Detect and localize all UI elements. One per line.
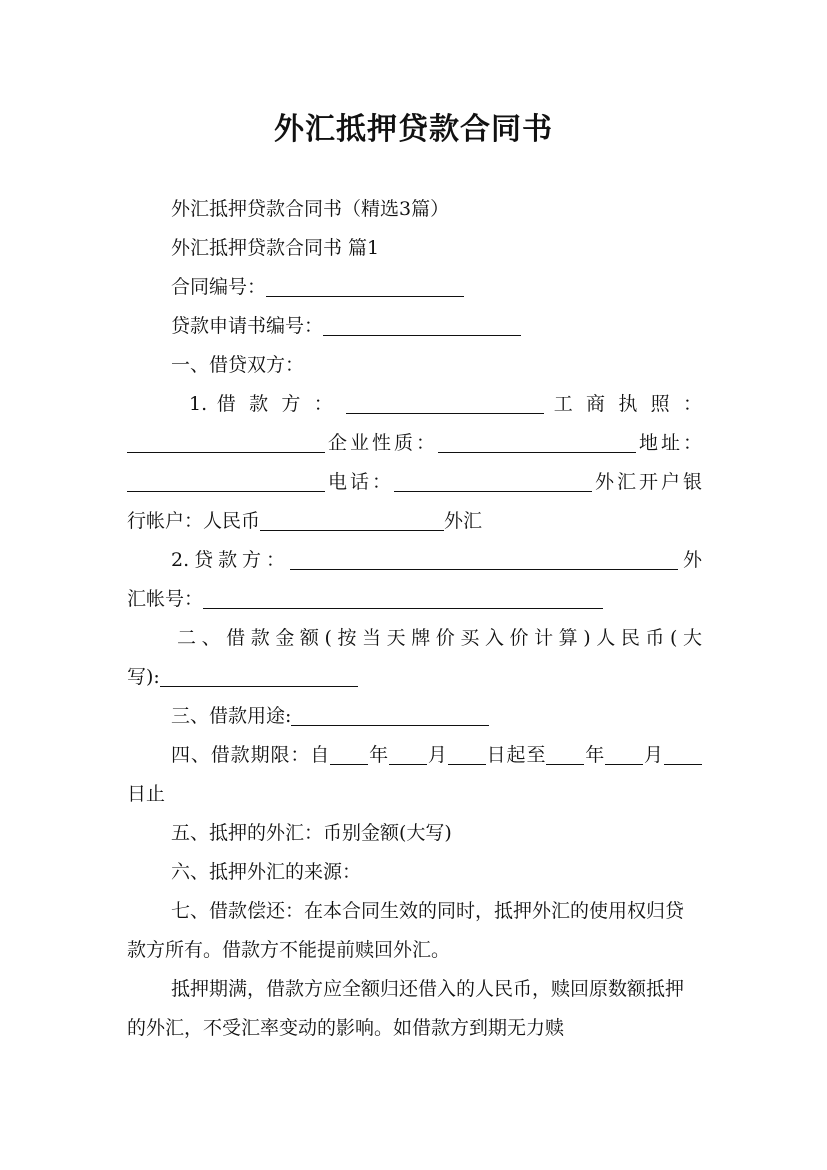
application-number-label: 贷款申请书编号：	[171, 315, 324, 337]
start-year-blank[interactable]	[330, 740, 368, 765]
section-4-line	[127, 736, 702, 775]
document-body	[127, 190, 702, 1048]
borrower-line	[127, 385, 702, 424]
phone-label: 电话：	[325, 471, 394, 493]
fx-bank-label: 外汇开户银	[592, 471, 702, 493]
address-label: 地址：	[635, 432, 702, 454]
contract-number-blank[interactable]	[266, 272, 464, 297]
section-4-label: 四、借款期限：自	[171, 744, 331, 766]
section-2-amount-label: 写):	[127, 666, 160, 688]
contract-number-line	[127, 268, 702, 307]
license-label: 工 商 执 照 ：	[553, 393, 702, 415]
section-2-line: 二、借款金额(按当天牌价买入价计算)人民币(大	[177, 627, 702, 649]
fx-account-blank[interactable]	[203, 584, 603, 609]
lender-blank[interactable]	[290, 545, 678, 570]
year-label-2: 年	[584, 744, 606, 766]
section-6-line: 六、抵押外汇的来源：	[171, 861, 362, 883]
application-number-line	[127, 307, 702, 346]
end-day-blank[interactable]	[664, 740, 702, 765]
year-label: 年	[368, 744, 389, 766]
rmb-account-label: 行帐户：人民币	[127, 510, 261, 532]
nature-line	[127, 424, 702, 463]
rmb-account-line	[127, 502, 702, 541]
fx-ext-label: 外	[678, 549, 702, 571]
nature-blank[interactable]	[438, 428, 636, 453]
end-year-blank[interactable]	[546, 740, 584, 765]
section-1-heading: 一、借贷双方：	[171, 354, 305, 376]
borrower-blank[interactable]	[346, 389, 544, 414]
license-blank[interactable]	[127, 428, 325, 453]
subtitle: 外汇抵押贷款合同书（精选3篇）	[171, 198, 450, 220]
application-number-blank[interactable]	[323, 311, 521, 336]
lender-label: 2.贷款方：	[171, 549, 290, 571]
borrower-label: 1. 借 款 方 ：	[189, 393, 337, 415]
nature-label: 企业性质：	[325, 432, 438, 454]
address-blank[interactable]	[127, 467, 325, 492]
final-paragraph: 抵押期满，借款方应全额归还借入的人民币，赎回原数额抵押的外汇，不受汇率变动的影响。如借款方到期无力赎	[127, 978, 685, 1039]
phone-line	[127, 463, 702, 502]
end-month-blank[interactable]	[605, 740, 643, 765]
amount-blank[interactable]	[160, 662, 358, 687]
page-title: 外汇抵押贷款合同书	[274, 112, 553, 147]
section-2-amount-line	[127, 658, 702, 697]
section-7-paragraph: 七、借款偿还：在本合同生效的同时，抵押外汇的使用权归贷款方所有。借款方不能提前赎回外汇。	[127, 900, 685, 961]
start-day-blank[interactable]	[448, 740, 486, 765]
section-4-end: 日止	[127, 783, 166, 805]
purpose-blank[interactable]	[291, 701, 489, 726]
section-5-line: 五、抵押的外汇：币别金额(大写)	[171, 822, 452, 844]
fx-account-label: 汇帐号：	[127, 588, 204, 610]
month-label: 月	[426, 744, 448, 766]
rmb-account-blank[interactable]	[260, 506, 444, 531]
section-3-label: 三、借款用途:	[171, 705, 292, 727]
day-from-to-label: 日起至	[485, 744, 547, 766]
month-label-2: 月	[643, 744, 664, 766]
phone-blank[interactable]	[394, 467, 592, 492]
lender-line	[127, 541, 702, 580]
fx-label: 外汇	[444, 510, 483, 532]
start-month-blank[interactable]	[389, 740, 427, 765]
contract-number-label: 合同编号：	[171, 276, 267, 298]
fx-account-line	[127, 580, 702, 619]
section-3-line	[127, 697, 702, 736]
part-heading: 外汇抵押贷款合同书 篇1	[171, 237, 380, 259]
